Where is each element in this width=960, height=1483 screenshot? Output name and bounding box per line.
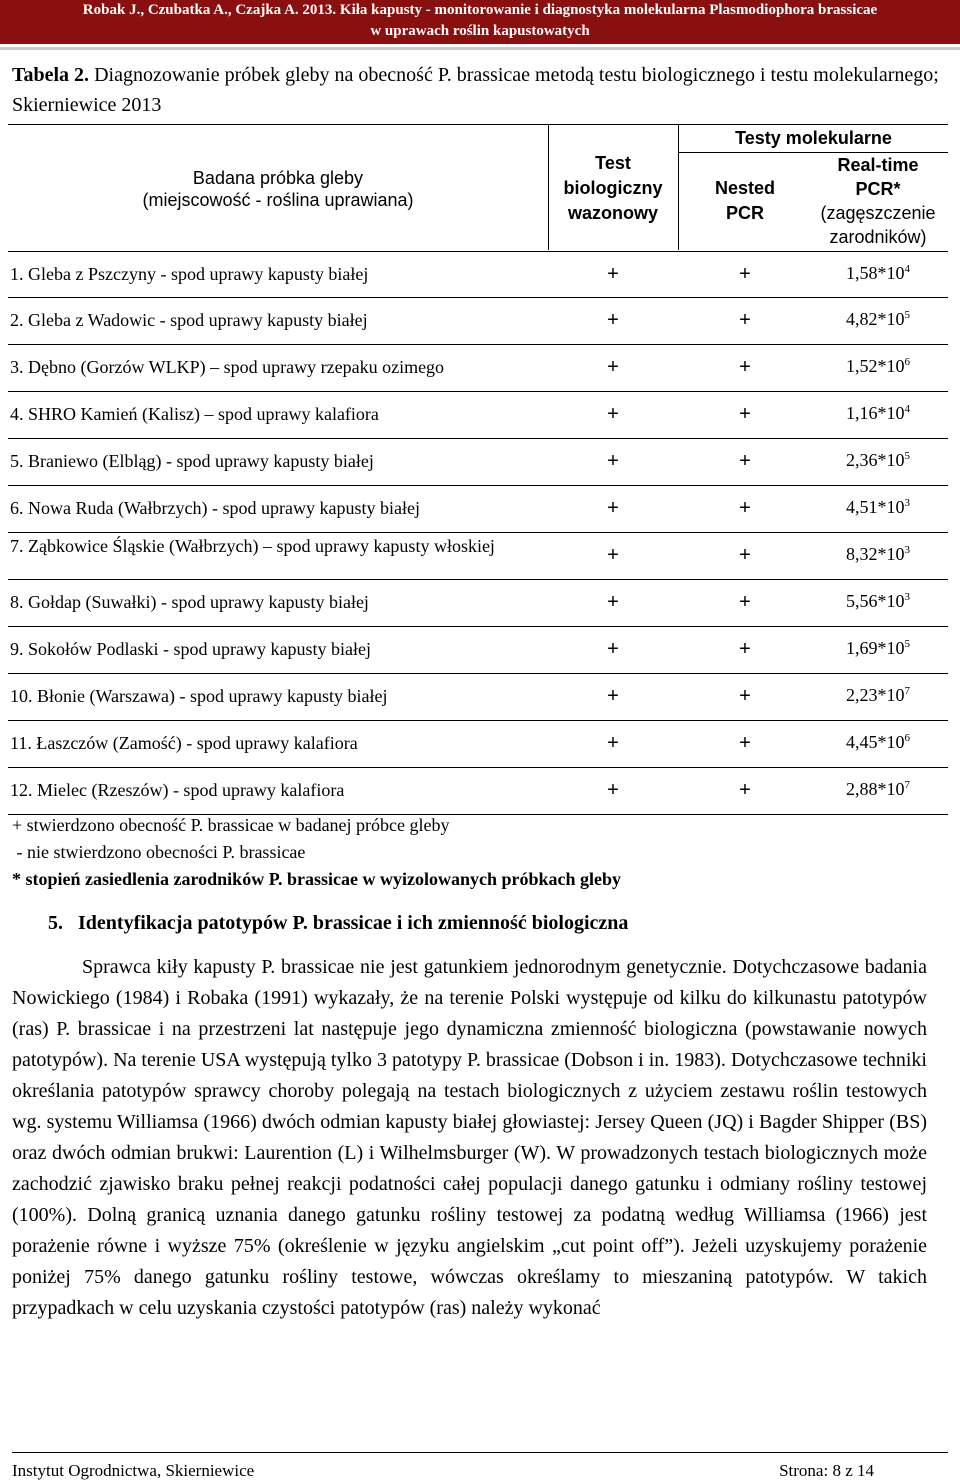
table-row (8, 627, 948, 674)
realtime-pcr-exponent: 4 (904, 263, 910, 275)
realtime-pcr-base: 1,52*10 (846, 356, 905, 376)
realtime-pcr-base: 2,23*10 (846, 685, 905, 705)
sample-name (10, 263, 536, 285)
table-row (8, 252, 948, 298)
bio-test-result: + (607, 591, 619, 613)
sample-label: Łaszczów (Zamość) - spod uprawy kalafiora (36, 733, 358, 753)
footer-page-number: Strona: 8 z 14 (779, 1461, 874, 1480)
realtime-pcr-value (808, 591, 948, 612)
col-header-bio-line1: Test (595, 153, 631, 173)
table-row (8, 674, 948, 721)
legend-line-absent: - nie stwierdzono obecności P. brassicae (12, 842, 306, 862)
realtime-pcr-exponent: 4 (904, 403, 910, 415)
realtime-pcr-value (808, 779, 948, 800)
nested-pcr-result: + (739, 591, 751, 613)
row-number: 6. (10, 498, 24, 518)
row-number: 2. (10, 310, 24, 330)
col-header-realtime-line3: (zagęszczenie (820, 203, 936, 223)
realtime-pcr-base: 2,88*10 (846, 779, 905, 799)
realtime-pcr-value (808, 638, 948, 659)
sample-label: Braniewo (Elbląg) - spod uprawy kapusty białej (28, 451, 374, 471)
realtime-pcr-base: 1,58*10 (846, 263, 905, 283)
table-row (8, 345, 948, 392)
table-caption (12, 60, 948, 120)
nested-pcr-result: + (739, 544, 751, 566)
header-line-1: Robak J., Czubatka A., Czajka A. 2013. Kiła kapusty - monitorowanie i diagnostyka molekularna Plasmodiophora brassicae (82, 2, 878, 18)
realtime-pcr-base: 5,56*10 (846, 591, 905, 611)
legend-line-density: * stopień zasiedlenia zarodników P. brassicae w wyizolowanych próbkach gleby (12, 869, 622, 889)
table-row (8, 298, 948, 345)
realtime-pcr-exponent: 7 (904, 779, 910, 791)
bio-test-result: + (607, 497, 619, 519)
realtime-pcr-value (808, 544, 948, 565)
col-header-bio-line3: wazonowy (567, 203, 658, 223)
legend-line-present: + stwierdzono obecność P. brassicae w badanej próbce gleby (12, 815, 450, 835)
bio-test-result: + (607, 450, 619, 472)
realtime-pcr-base: 2,36*10 (846, 450, 905, 470)
bio-test-result: + (607, 356, 619, 378)
row-number: 11. (10, 733, 32, 753)
bio-test-result: + (607, 732, 619, 754)
results-table (8, 124, 948, 815)
bio-test-result: + (607, 544, 619, 566)
realtime-pcr-exponent: 3 (904, 497, 910, 509)
nested-pcr-result: + (739, 356, 751, 378)
footer-institution: Instytut Ogrodnictwa, Skierniewice (12, 1461, 255, 1480)
sample-label: Błonie (Warszawa) - spod uprawy kapusty białej (37, 686, 388, 706)
realtime-pcr-exponent: 6 (904, 732, 910, 744)
table-header (8, 124, 948, 252)
realtime-pcr-exponent: 3 (904, 591, 910, 603)
col-header-realtime-line4: zarodników) (829, 227, 927, 247)
realtime-pcr-value (808, 263, 948, 284)
running-header (0, 0, 960, 44)
col-header-sample (8, 167, 548, 211)
body-paragraph: Sprawca kiły kapusty P. brassicae nie jest gatunkiem jednorodnym genetycznie. Dotychczasowe badania Nowickiego (1984) i Robaka (1991) wykazały, że na terenie Polski występuje od kilku do kilkunastu patotypów (ras) P. brassicae i na przestrzeni lat następuje jego dynamiczna zmienność biologiczna (powstawanie nowych patotypów). Na terenie USA występują tylko 3 patotypy P. brassicae (Dobson i in. 1983). Dotychczasowe techniki określania patotypów sprawcy choroby polegają na testach biologicznych z użyciem zestawu roślin testowych wg. systemu Williamsa (1966) dwóch odmian kapusty białej głowiastej: Jersey Queen (JQ) i Bagder Shipper (BS) oraz dwóch odmian brukwi: Laurention (L) i Wilhelmsburger (W). W prowadzonych testach biologicznych może zachodzić zjawisko braku pełnej reakcji podatności całej populacji danego gatunku i odmiany rośliny testowej (100%). Dolną granicą uznania danego gatunku rośliny testowej za podatną według Williamsa (1966) jest porażenie równe i wyższe 75% (określenie w języku angielskim „cut point off”). Jeżeli uzyskujemy porażenie poniżej 75% danego gatunku rośliny testowe, wówczas określamy to mieszaniną patotypów. W takich przypadkach w celu uzyskania czystości patotypów (ras) należy wykonać (12, 956, 927, 1319)
sample-name (10, 403, 536, 425)
realtime-pcr-exponent: 5 (904, 638, 910, 650)
table-row (8, 580, 948, 627)
realtime-pcr-value (808, 450, 948, 471)
sample-name (10, 356, 536, 378)
sample-name (10, 732, 536, 754)
realtime-pcr-value (808, 497, 948, 518)
sample-name (10, 309, 536, 331)
col-header-nested-line2: PCR (725, 203, 764, 223)
col-header-realtime-pcr (808, 153, 948, 249)
realtime-pcr-value (808, 356, 948, 377)
sample-label: Sokołów Podlaski - spod uprawy kapusty białej (28, 639, 371, 659)
realtime-pcr-value (808, 403, 948, 424)
row-number: 8. (10, 592, 24, 612)
realtime-pcr-exponent: 6 (904, 356, 910, 368)
realtime-pcr-exponent: 7 (904, 685, 910, 697)
sample-name (10, 497, 536, 519)
bio-test-result: + (607, 638, 619, 660)
col-header-sample-line2: (miejscowość - roślina uprawiana) (142, 190, 414, 210)
sample-label: Dębno (Gorzów WLKP) – spod uprawy rzepaku ozimego (28, 357, 445, 377)
row-number: 12. (10, 780, 33, 800)
realtime-pcr-base: 1,16*10 (846, 403, 905, 423)
realtime-pcr-exponent: 3 (904, 544, 910, 556)
sample-label: Gołdap (Suwałki) - spod uprawy kapusty białej (28, 592, 369, 612)
table-row (8, 486, 948, 533)
realtime-pcr-value (808, 309, 948, 330)
sample-name (10, 685, 536, 707)
realtime-pcr-base: 4,82*10 (846, 309, 905, 329)
row-number: 4. (10, 404, 24, 424)
realtime-pcr-value (808, 685, 948, 706)
bio-test-result: + (607, 403, 619, 425)
table-legend (12, 812, 912, 893)
sample-label: Gleba z Wadowic - spod uprawy kapusty białej (28, 310, 368, 330)
realtime-pcr-exponent: 5 (904, 450, 910, 462)
sample-label: Mielec (Rzeszów) - spod uprawy kalafiora (37, 780, 345, 800)
nested-pcr-result: + (739, 403, 751, 425)
header-rule (0, 47, 960, 50)
sample-name (10, 779, 536, 801)
row-number: 3. (10, 357, 24, 377)
nested-pcr-result: + (739, 450, 751, 472)
realtime-pcr-base: 8,32*10 (846, 544, 905, 564)
col-header-realtime-line1: Real-time (837, 155, 919, 175)
table-caption-label: Tabela 2. (12, 64, 90, 86)
col-header-sample-line1: Badana próbka gleby (192, 168, 364, 188)
table-row (8, 392, 948, 439)
nested-pcr-result: + (739, 497, 751, 519)
sample-name (10, 450, 536, 472)
col-header-realtime-line2: PCR* (855, 179, 901, 199)
nested-pcr-result: + (739, 685, 751, 707)
nested-pcr-result: + (739, 779, 751, 801)
col-header-bio-test (549, 151, 677, 226)
realtime-pcr-base: 4,45*10 (846, 732, 905, 752)
col-header-bio-line2: biologiczny (563, 178, 663, 198)
sample-name (10, 535, 536, 557)
row-number: 1. (10, 264, 24, 284)
row-number: 5. (10, 451, 24, 471)
sample-name (10, 591, 536, 613)
table-caption-text: Diagnozowanie próbek gleby na obecność P. brassicae metodą testu biologicznego i testu molekularnego; Skierniewice 2013 (12, 64, 939, 116)
section-heading: 5. Identyfikacja patotypów P. brassicae i ich zmienność biologiczna (48, 912, 629, 934)
realtime-pcr-exponent: 5 (904, 309, 910, 321)
nested-pcr-result: + (739, 638, 751, 660)
row-number: 10. (10, 686, 33, 706)
col-header-nested-pcr (679, 176, 811, 226)
bio-test-result: + (607, 779, 619, 801)
sample-label: Nowa Ruda (Wałbrzych) - spod uprawy kapusty białej (28, 498, 420, 518)
table-row (8, 721, 948, 768)
nested-pcr-result: + (739, 309, 751, 331)
table-row (8, 439, 948, 486)
table-body (8, 252, 948, 815)
group-header-molecular: Testy molekularne (735, 128, 892, 148)
row-number: 9. (10, 639, 24, 659)
header-line-2: w uprawach roślin kapustowatych (370, 23, 590, 39)
sample-label: Gleba z Pszczyny - spod uprawy kapusty białej (28, 264, 369, 284)
sample-label: Ząbkowice Śląskie (Wałbrzych) – spod uprawy kapusty włoskiej (28, 536, 495, 556)
col-header-nested-line1: Nested (714, 178, 776, 198)
bio-test-result: + (607, 685, 619, 707)
footer-rule (12, 1452, 948, 1453)
realtime-pcr-base: 4,51*10 (846, 497, 905, 517)
realtime-pcr-value (808, 732, 948, 753)
nested-pcr-result: + (739, 263, 751, 285)
table-row (8, 768, 948, 815)
realtime-pcr-base: 1,69*10 (846, 638, 905, 658)
body-text (12, 952, 927, 1324)
nested-pcr-result: + (739, 732, 751, 754)
bio-test-result: + (607, 263, 619, 285)
bio-test-result: + (607, 309, 619, 331)
row-number: 7. (10, 536, 24, 556)
sample-name (10, 638, 536, 660)
table-row (8, 533, 948, 580)
sample-label: SHRO Kamień (Kalisz) – spod uprawy kalafiora (28, 404, 379, 424)
